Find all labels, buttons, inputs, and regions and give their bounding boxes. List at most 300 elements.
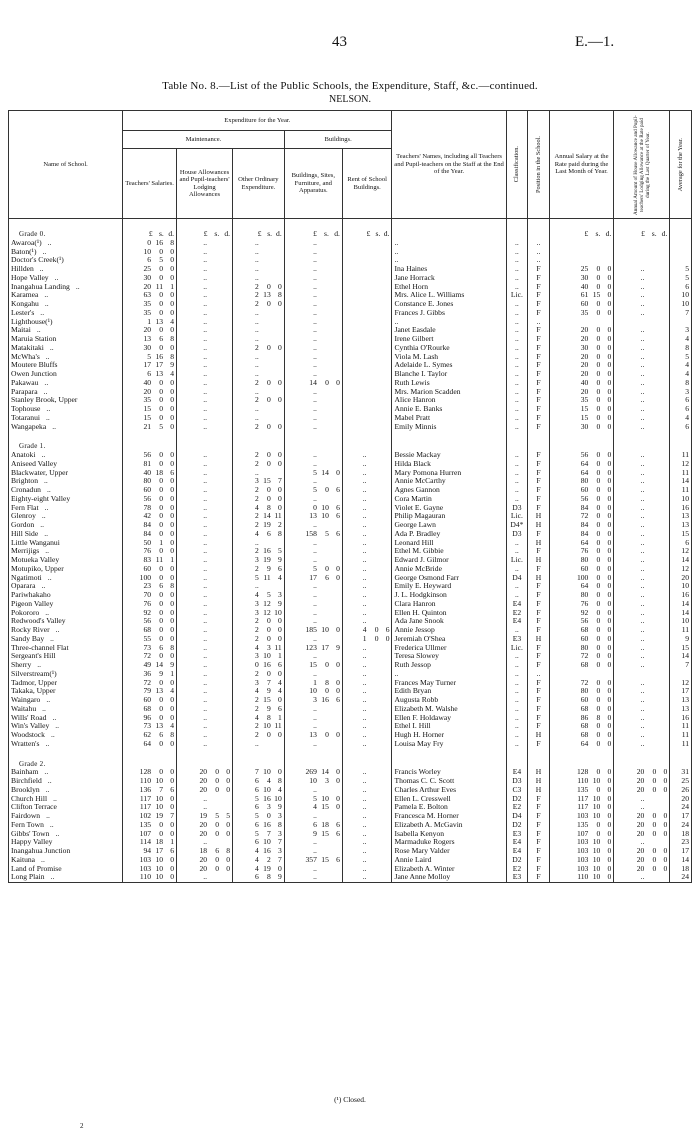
average-attendance: 31: [670, 768, 692, 777]
school-name-text: Bainham: [11, 768, 39, 777]
annual-salary-shillings: 0: [596, 722, 601, 731]
table-row: [9, 617, 692, 626]
teacher-name: Mrs. Marion Scadden: [392, 388, 506, 397]
teachers-salary-shillings: 0: [159, 494, 164, 503]
teachers-salary: [123, 405, 177, 414]
rent-pounds: ..: [362, 855, 367, 864]
rent-pence: [378, 582, 389, 591]
rent: [342, 547, 392, 556]
other-expenditure: [233, 539, 285, 548]
annual-salary-shillings: 0: [596, 582, 601, 591]
leader-dots: ..: [42, 704, 46, 713]
classification: ..: [506, 300, 528, 309]
other-expenditure-pounds: ..: [254, 405, 259, 413]
unit-label: £: [584, 229, 589, 238]
teachers-salary-shillings: 0: [159, 713, 164, 722]
rent-pence: [378, 856, 389, 865]
teacher-name: Edith Bryan: [392, 687, 506, 696]
annual-house-allowance-pence: [656, 626, 667, 635]
classification: ..: [506, 361, 528, 370]
classification: E3: [506, 830, 528, 839]
annual-salary: [549, 353, 614, 362]
teachers-salary-shillings: 19: [155, 812, 164, 820]
other-expenditure: [233, 300, 285, 309]
teachers-salary: [123, 335, 177, 344]
teacher-name: Bessie Mackay: [392, 451, 506, 460]
school-name-text: Sandy Bay: [11, 634, 45, 643]
position: H: [528, 768, 550, 777]
house-allowance-shillings: [207, 539, 219, 548]
position: F: [528, 396, 550, 405]
annual-house-allowance: [614, 722, 670, 731]
annual-house-allowance-pence: [656, 731, 667, 740]
teachers-salary-pence: 0: [170, 413, 175, 422]
teachers-salary-shillings: 13: [155, 370, 164, 378]
annual-house-allowance-pence: [656, 477, 667, 486]
table-row: [9, 547, 692, 556]
teachers-salary-shillings: 5: [159, 422, 164, 431]
rent: [342, 248, 392, 257]
other-expenditure-pounds: 4: [254, 864, 259, 873]
rent-pounds: ..: [362, 696, 367, 704]
teachers-salary: [123, 370, 177, 379]
house-allowance-shillings: [207, 652, 219, 661]
annual-salary: [549, 722, 614, 731]
classification: Lic.: [506, 291, 528, 300]
rent-pence: [378, 830, 389, 839]
other-expenditure: [233, 335, 285, 344]
teachers-salary-pence: 0: [170, 794, 175, 803]
teacher-name: Marmaduke Rogers: [392, 838, 506, 847]
average-attendance: 24: [670, 803, 692, 812]
rent: [342, 370, 392, 379]
buildings-expenditure-shillings: 5: [325, 529, 329, 538]
other-expenditure-pounds: 4: [254, 503, 259, 512]
annual-salary-pounds: 25: [580, 265, 589, 273]
annual-salary-shillings: 0: [596, 486, 601, 494]
house-allowance-pounds: 20: [199, 855, 208, 864]
house-allowance-shillings: [207, 451, 219, 460]
annual-salary: [549, 414, 614, 423]
annual-salary-pence: 0: [607, 829, 612, 838]
other-expenditure-pence: [271, 414, 282, 423]
rent-shillings: [366, 477, 378, 486]
school-name-text: Ngatimoti: [11, 573, 42, 582]
annual-house-allowance-pounds: ..: [640, 387, 645, 396]
buildings-expenditure: [284, 239, 342, 248]
annual-salary-pence: 0: [607, 812, 612, 820]
teachers-salary-shillings: 0: [159, 678, 164, 687]
annual-salary-pence: 0: [607, 803, 612, 812]
buildings-expenditure-pence: [329, 812, 340, 821]
annual-salary-pence: 0: [607, 547, 612, 556]
teacher-name: Ada Jane Snook: [392, 617, 506, 626]
annual-salary-shillings: 10: [592, 864, 601, 873]
house-allowance: [177, 705, 233, 714]
rent: [342, 873, 392, 882]
leader-dots: ..: [44, 378, 49, 387]
house-allowance: [177, 786, 233, 795]
rent-pence: [378, 768, 389, 777]
buildings-expenditure-shillings: 15: [321, 855, 329, 864]
other-expenditure-shillings: [259, 265, 271, 274]
leader-dots: ..: [46, 486, 51, 494]
rent-pounds: ..: [362, 643, 367, 652]
house-allowance-pence: [219, 370, 230, 379]
teachers-salary-pounds: 49: [143, 661, 152, 669]
annual-house-allowance-pence: 0: [663, 855, 668, 864]
teachers-salary: [123, 265, 177, 274]
annual-salary: [549, 582, 614, 591]
other-expenditure-pence: 0: [277, 634, 282, 643]
annual-salary: [549, 512, 614, 521]
buildings-expenditure-pounds: 10: [309, 687, 317, 696]
header-school-name: Name of School.: [9, 111, 123, 219]
teachers-salary-pounds: 60: [143, 564, 152, 573]
annual-salary-pounds: 60: [580, 486, 589, 494]
teachers-salary-pounds: 63: [143, 291, 152, 300]
school-name: [9, 856, 123, 865]
rent: [342, 530, 392, 539]
buildings-expenditure: [284, 696, 342, 705]
annual-house-allowance-shillings: [644, 687, 656, 696]
annual-house-allowance-pounds: ..: [640, 634, 645, 643]
rent-shillings: [366, 768, 378, 777]
annual-salary-pounds: 20: [580, 352, 589, 361]
other-expenditure-shillings: [259, 239, 271, 248]
other-expenditure-pence: 0: [277, 396, 282, 405]
header-teachers-salaries: Teachers' Salaries.: [123, 149, 177, 219]
school-name: [9, 353, 123, 362]
annual-salary-pence: 0: [607, 291, 612, 300]
teacher-name: ..: [392, 239, 506, 248]
house-allowance-pence: [219, 670, 230, 679]
teachers-salary-pounds: 35: [143, 396, 152, 405]
house-allowance-pounds: ..: [203, 661, 208, 669]
teacher-name: Agnes Gannon: [392, 486, 506, 495]
buildings-expenditure-shillings: [317, 873, 329, 882]
annual-salary-pence: 0: [607, 521, 612, 529]
buildings-expenditure: [284, 414, 342, 423]
teachers-salary-pence: 0: [170, 529, 175, 538]
annual-house-allowance-shillings: [644, 512, 656, 521]
house-allowance-pence: [219, 239, 230, 248]
other-expenditure-shillings: 19: [263, 556, 271, 564]
annual-salary-pounds: 72: [580, 678, 589, 687]
buildings-expenditure: [284, 821, 342, 830]
classification: ..: [506, 344, 528, 353]
other-expenditure-pounds: ..: [254, 247, 259, 256]
annual-salary-shillings: 0: [596, 343, 601, 352]
other-expenditure-shillings: [259, 256, 271, 265]
teachers-salary: [123, 591, 177, 600]
unit-label: d.: [224, 229, 231, 238]
teachers-salary-pounds: 83: [143, 556, 152, 564]
annual-salary-pounds: 84: [580, 521, 589, 529]
annual-salary-pounds: 15: [580, 413, 589, 422]
annual-house-allowance-shillings: [644, 370, 656, 379]
rent-pence: [378, 812, 389, 821]
annual-house-allowance: [614, 661, 670, 670]
teacher-name: Thomas C. C. Scott: [392, 777, 506, 786]
house-allowance-pence: [219, 582, 230, 591]
teachers-salary-pence: 0: [170, 300, 175, 308]
annual-house-allowance-pounds: 20: [636, 785, 645, 794]
annual-house-allowance-pounds: ..: [640, 652, 645, 661]
annual-house-allowance: [614, 547, 670, 556]
annual-house-allowance-pence: [656, 838, 667, 847]
rent: [342, 687, 392, 696]
rent: [342, 644, 392, 653]
teacher-name: Mabel Pratt: [392, 414, 506, 423]
buildings-expenditure-pounds: ..: [313, 521, 317, 529]
buildings-expenditure: [284, 318, 342, 327]
annual-salary-shillings: 10: [592, 855, 601, 864]
buildings-expenditure-pounds: ..: [313, 704, 317, 713]
teachers-salary: [123, 379, 177, 388]
house-allowance-shillings: [207, 600, 219, 609]
average-attendance: 14: [670, 477, 692, 486]
unit-label: s.: [158, 229, 164, 238]
house-allowance-pence: [219, 696, 230, 705]
rent-pence: [378, 530, 389, 539]
other-expenditure: [233, 344, 285, 353]
position: ..: [528, 256, 550, 265]
rent: [342, 291, 392, 300]
teacher-name: Elizabeth M. Walshe: [392, 705, 506, 714]
buildings-expenditure-pence: [329, 353, 340, 362]
other-expenditure-shillings: [259, 326, 271, 335]
annual-salary: [549, 661, 614, 670]
annual-salary-pounds: 68: [580, 731, 589, 739]
annual-house-allowance-pence: [656, 469, 667, 478]
teachers-salary-shillings: 0: [159, 343, 164, 352]
school-name-text: Kaituna: [11, 855, 36, 864]
annual-house-allowance-pence: [656, 635, 667, 644]
teachers-salary-shillings: 0: [159, 608, 164, 617]
annual-salary-shillings: 0: [596, 300, 601, 308]
teacher-name: Irene Gilbert: [392, 335, 506, 344]
leader-dots: ..: [37, 661, 42, 669]
other-expenditure-pounds: ..: [254, 370, 259, 378]
other-expenditure: [233, 740, 285, 749]
school-name-text: Karamea: [11, 291, 39, 300]
classification: ..: [506, 423, 528, 432]
buildings-expenditure: [284, 847, 342, 856]
house-allowance-shillings: [207, 318, 219, 327]
annual-house-allowance: [614, 786, 670, 795]
other-expenditure-pounds: ..: [254, 265, 259, 273]
house-allowance-shillings: [207, 547, 219, 556]
annual-salary-shillings: 0: [596, 308, 601, 317]
annual-house-allowance-pence: [656, 405, 667, 414]
annual-house-allowance-pounds: ..: [640, 459, 645, 468]
teachers-salary: [123, 768, 177, 777]
house-allowance-pounds: ..: [203, 599, 208, 608]
other-expenditure-shillings: 10: [263, 768, 271, 777]
header-maintenance: Maintenance.: [123, 131, 285, 149]
table-row: [9, 379, 692, 388]
average-attendance: 7: [670, 309, 692, 318]
buildings-expenditure-shillings: [317, 847, 329, 856]
buildings-expenditure: [284, 396, 342, 405]
table-row: [9, 821, 692, 830]
teacher-name: Edward J. Gilmor: [392, 556, 506, 565]
annual-salary-pence: 0: [607, 512, 612, 521]
annual-salary: [549, 405, 614, 414]
header-house-allowances: House Allowances and Pupil-teachers' Lodging Allowances: [177, 149, 233, 219]
rent-pounds: ..: [362, 599, 367, 608]
annual-salary-shillings: 0: [596, 556, 601, 564]
average-attendance: 16: [670, 504, 692, 513]
table-row: [9, 405, 692, 414]
table-row: [9, 300, 692, 309]
classification: D3: [506, 777, 528, 786]
other-expenditure: [233, 847, 285, 856]
annual-house-allowance-pounds: ..: [640, 696, 645, 704]
house-allowance-pounds: ..: [203, 538, 208, 547]
other-expenditure-pence: [271, 740, 282, 749]
annual-salary-shillings: 15: [592, 291, 601, 300]
house-allowance-pence: [219, 300, 230, 309]
teacher-name: Constance E. Jones: [392, 300, 506, 309]
average-attendance: 6: [670, 423, 692, 432]
leader-dots: ..: [50, 731, 55, 739]
other-expenditure-pence: 4: [277, 785, 282, 794]
other-expenditure-shillings: 15: [263, 477, 271, 486]
annual-salary-pounds: 20: [580, 387, 589, 396]
average-attendance: 10: [670, 291, 692, 300]
table-row: [9, 396, 692, 405]
average-attendance: 26: [670, 786, 692, 795]
annual-house-allowance: [614, 460, 670, 469]
annual-house-allowance-pounds: ..: [640, 335, 645, 343]
other-expenditure-shillings: 16: [263, 547, 271, 556]
other-expenditure-pounds: 2: [254, 300, 259, 308]
house-allowance: [177, 477, 233, 486]
house-allowance: [177, 335, 233, 344]
annual-salary: [549, 370, 614, 379]
buildings-expenditure: [284, 687, 342, 696]
annual-house-allowance: [614, 283, 670, 292]
house-allowance-shillings: [207, 460, 219, 469]
school-name: [9, 591, 123, 600]
other-expenditure: [233, 803, 285, 812]
average-attendance: 11: [670, 486, 692, 495]
other-expenditure-pounds: ..: [254, 361, 259, 370]
teachers-salary-pence: 0: [170, 273, 175, 282]
rent-shillings: [366, 451, 378, 460]
house-allowance-pounds: ..: [203, 265, 208, 273]
other-expenditure-pounds: ..: [254, 352, 259, 361]
annual-house-allowance: [614, 477, 670, 486]
teachers-salary-pence: 0: [170, 652, 175, 661]
classification: ..: [506, 565, 528, 574]
average-attendance: 10: [670, 300, 692, 309]
other-expenditure-pounds: 5: [254, 573, 259, 582]
other-expenditure: [233, 705, 285, 714]
teachers-salary-shillings: 6: [159, 582, 164, 591]
other-expenditure-pounds: 2: [254, 722, 259, 731]
school-name-text: Wangapeka: [11, 422, 47, 431]
teachers-salary-shillings: 7: [159, 785, 164, 794]
other-expenditure-pence: 1: [277, 652, 282, 661]
buildings-expenditure: [284, 469, 342, 478]
rent-pence: [378, 477, 389, 486]
rent-pounds: ..: [362, 503, 367, 512]
annual-salary-shillings: 0: [596, 704, 601, 713]
other-expenditure-pounds: 6: [254, 785, 259, 794]
annual-house-allowance: [614, 504, 670, 513]
other-expenditure-pence: 0: [277, 503, 282, 512]
buildings-expenditure-shillings: 15: [321, 803, 329, 812]
rent-shillings: [366, 821, 378, 830]
other-expenditure-shillings: 16: [263, 794, 271, 803]
position: F: [528, 530, 550, 539]
house-allowance-pounds: ..: [203, 291, 208, 300]
other-expenditure-pence: [271, 326, 282, 335]
classification: ..: [506, 652, 528, 661]
rent: [342, 239, 392, 248]
annual-salary: [549, 309, 614, 318]
rent: [342, 405, 392, 414]
grade-heading: [9, 219, 692, 239]
annual-house-allowance-pounds: ..: [640, 617, 645, 626]
buildings-expenditure-pounds: ..: [313, 608, 317, 617]
teachers-salary: [123, 256, 177, 265]
rent-pence: [378, 679, 389, 688]
annual-house-allowance-shillings: 0: [652, 829, 657, 838]
buildings-expenditure-shillings: [317, 670, 329, 679]
buildings-expenditure: [284, 309, 342, 318]
buildings-expenditure-pounds: 14: [309, 378, 317, 387]
classification: ..: [506, 670, 528, 679]
leader-dots: ..: [41, 582, 46, 591]
annual-salary-pounds: 20: [580, 326, 589, 335]
buildings-expenditure-pounds: ..: [313, 739, 317, 748]
teachers-salary: [123, 635, 177, 644]
house-allowance-shillings: [207, 574, 219, 583]
school-name: [9, 687, 123, 696]
house-allowance-pounds: ..: [203, 529, 208, 538]
annual-house-allowance-shillings: [644, 722, 656, 731]
teacher-name: Emily E. Heyward: [392, 582, 506, 591]
leader-dots: ..: [55, 722, 60, 731]
annual-house-allowance-pounds: ..: [640, 538, 645, 547]
annual-salary-shillings: 0: [596, 396, 601, 405]
classification: E2: [506, 609, 528, 618]
house-allowance-shillings: [207, 361, 219, 370]
house-allowance: [177, 344, 233, 353]
rent: [342, 396, 392, 405]
other-expenditure-pounds: 6: [254, 803, 259, 812]
annual-salary: [549, 547, 614, 556]
buildings-expenditure-shillings: [317, 414, 329, 423]
annual-salary-shillings: 0: [596, 273, 601, 282]
annual-house-allowance: [614, 300, 670, 309]
teachers-salary-pence: 0: [170, 864, 175, 873]
annual-salary-pounds: 56: [580, 494, 589, 503]
annual-house-allowance-pence: 0: [663, 864, 668, 873]
teacher-name: Violet E. Gayne: [392, 504, 506, 513]
annual-house-allowance-pounds: ..: [640, 529, 645, 538]
teachers-salary-pounds: 23: [143, 582, 152, 591]
position: F: [528, 423, 550, 432]
unit-labels: [123, 219, 177, 239]
header-buildings: Buildings.: [284, 131, 392, 149]
annual-house-allowance: [614, 830, 670, 839]
house-allowance-shillings: 0: [215, 855, 220, 864]
